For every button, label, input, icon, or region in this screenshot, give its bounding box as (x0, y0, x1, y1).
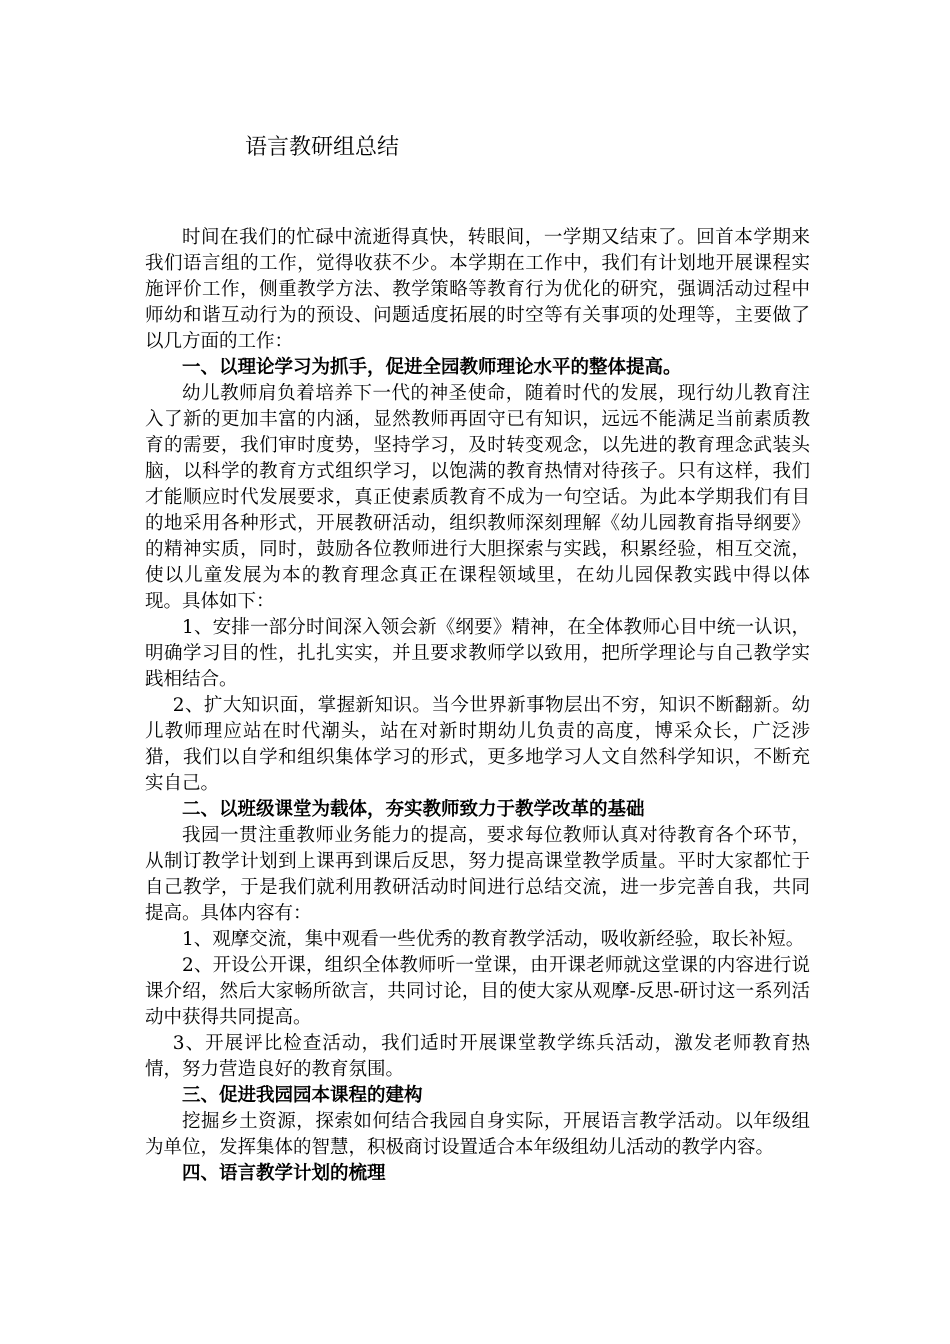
section-2-item-3: 3、开展评比检查活动，我们适时开展课堂教学练兵活动，激发老师教育热情，努力营造良好的教育氛围。 (145, 1033, 810, 1080)
section-2-item-1: 1、观摩交流，集中观看一些优秀的教育教学活动，吸收新经验，取长补短。 (182, 929, 805, 950)
section-1-paragraph: 幼儿教师肩负着培养下一代的神圣使命，随着时代的发展，现行幼儿教育注入了新的更加丰富的内涵，显然教师再固守已有知识，远远不能满足当前素质教育的需要，我们审时度势，坚持学习，及时转变观念，以先进的教育理念武装头脑，以科学的教育方式组织学习，以饱满的教育热情对待孩子。只有这样，我们才能顺应时代发展要求，真正使素质教育不成为一句空话。为此本学期我们有目的地采用各种形式，开展教研活动，组织教师深刻理解《幼儿园教育指导纲要》的精神实质，同时，鼓励各位教师进行大胆探索与实践，积累经验，相互交流，使以儿童发展为本的教育理念真正在课程领域里，在幼儿园保教实践中得以体现。具体如下： (145, 383, 810, 612)
document-body (145, 225, 810, 1187)
document-title: 语言教研组总结 (245, 135, 400, 160)
section-2-item-2: 2、开设公开课，组织全体教师听一堂课，由开课老师就这堂课的内容进行说课介绍，然后大家畅所欲言，共同讨论，目的使大家从观摩-反思-研讨这一系列活动中获得共同提高。 (145, 955, 810, 1028)
section-1-heading: 一、以理论学习为抓手，促进全园教师理论水平的整体提高。 (182, 357, 682, 378)
intro-paragraph: 时间在我们的忙碌中流逝得真快，转眼间，一学期又结束了。回首本学期来我们语言组的工作，觉得收获不少。本学期在工作中，我们有计划地开展课程实施评价工作，侧重教学方法、教学策略等教育行为优化的研究，强调活动过程中师幼和谐互动行为的预设、问题适度拓展的时空等有关事项的处理等，主要做了以几方面的工作： (145, 227, 810, 352)
section-3-heading: 三、促进我园园本课程的建构 (182, 1085, 423, 1106)
section-2-paragraph: 我园一贯注重教师业务能力的提高，要求每位教师认真对待教育各个环节，从制订教学计划到上课再到课后反思，努力提高课堂教学质量。平时大家都忙于自己教学，于是我们就利用教研活动时间进行总结交流，进一步完善自我，共同提高。具体内容有： (145, 825, 810, 924)
section-1-item-2: 2、扩大知识面，掌握新知识。当今世界新事物层出不穷，知识不断翻新。幼儿教师理应站在时代潮头，站在对新时期幼儿负责的高度，博采众长，广泛涉猎，我们以自学和组织集体学习的形式，更多地学习人文自然科学知识，不断充实自己。 (145, 695, 810, 794)
section-1-item-1: 1、安排一部分时间深入领会新《纲要》精神，在全体教师心目中统一认识，明确学习目的性，扎扎实实，并且要求教师学以致用，把所学理论与自己教学实践相结合。 (145, 617, 810, 690)
section-2-heading: 二、以班级课堂为载体，夯实教师致力于教学改革的基础 (182, 799, 645, 820)
section-3-paragraph: 挖掘乡土资源，探索如何结合我园自身实际，开展语言教学活动。以年级组为单位，发挥集体的智慧，积极商讨设置适合本年级组幼儿活动的教学内容。 (145, 1111, 810, 1158)
section-4-heading: 四、语言教学计划的梳理 (182, 1163, 386, 1184)
